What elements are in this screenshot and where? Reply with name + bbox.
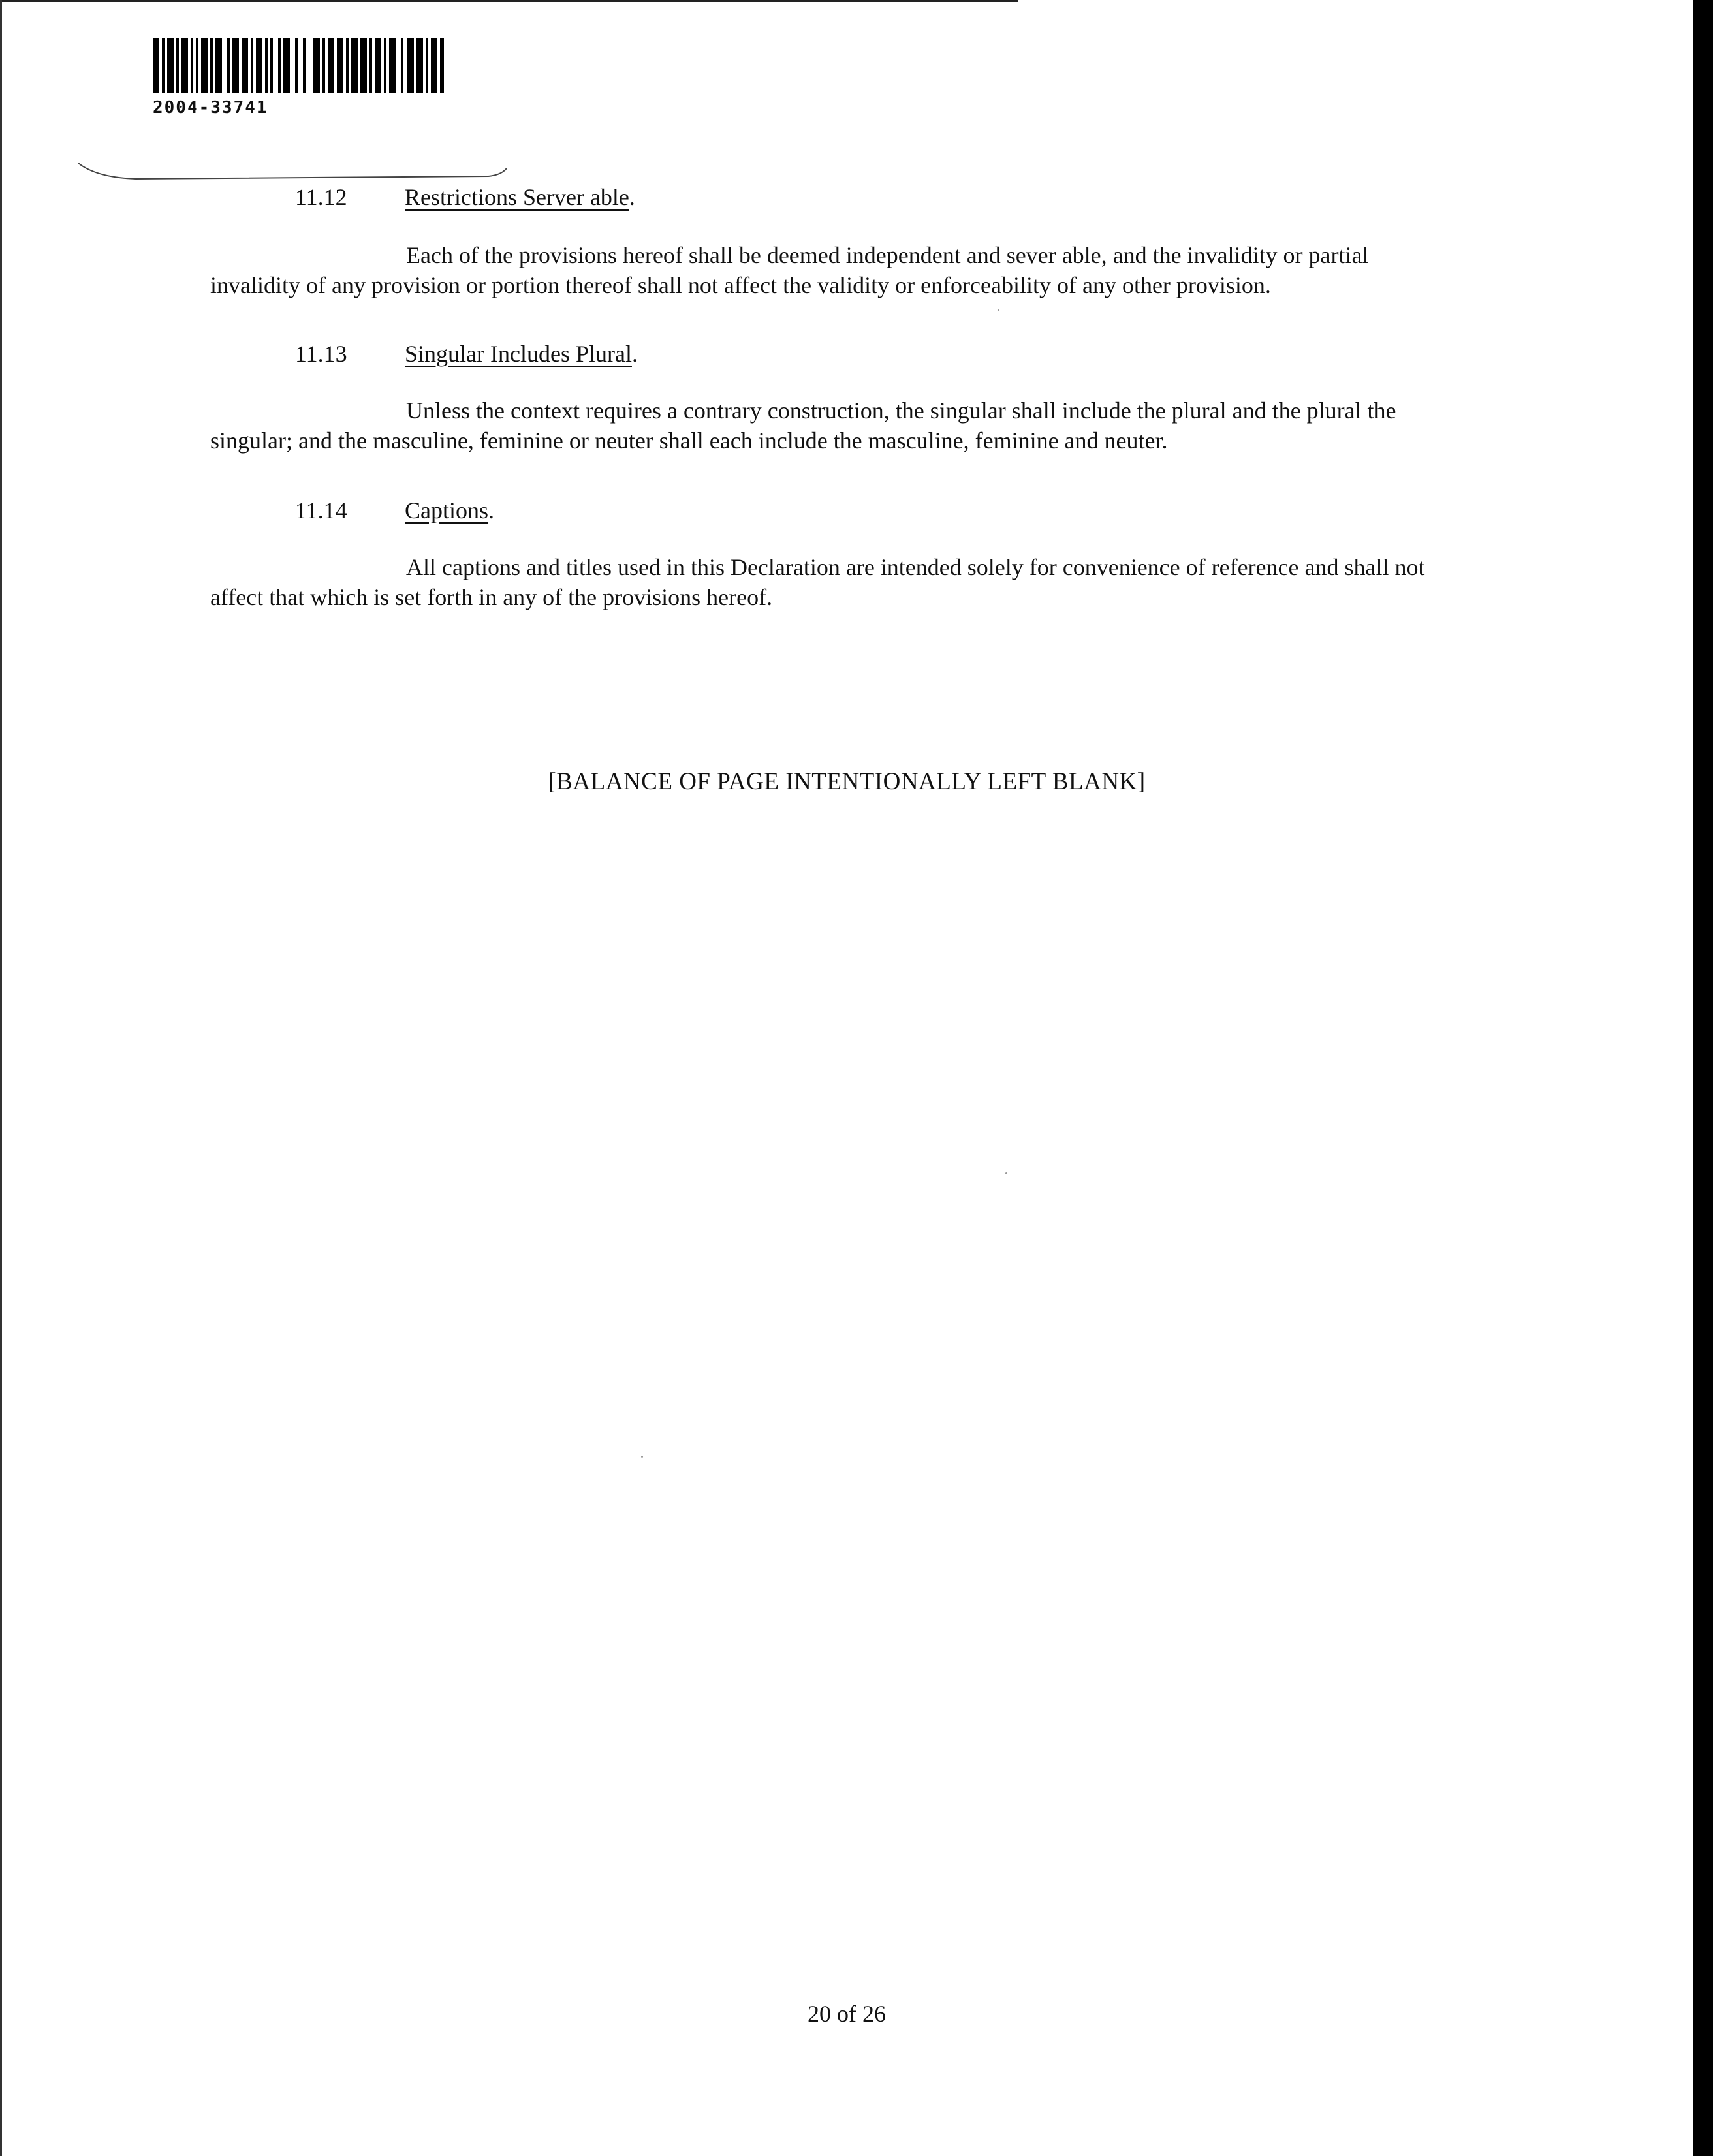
- section-number: 11.13: [295, 341, 347, 367]
- scan-edge-right: [1693, 0, 1713, 2156]
- scan-speck: [641, 1456, 643, 1458]
- paragraph-line: Each of the provisions hereof shall be deemed independent and sever able, and the invalidity or partial: [406, 242, 1369, 268]
- section-paragraph-11-14: [210, 552, 1490, 612]
- section-title-text: Singular Includes Plural: [405, 341, 632, 367]
- scan-edge-left: [0, 0, 2, 2156]
- section-title: [405, 497, 494, 523]
- section-paragraph-11-13: [210, 396, 1490, 456]
- section-title: [405, 184, 635, 210]
- page-number: 20 of 26: [808, 2001, 886, 2027]
- paragraph-line: All captions and titles used in this Declaration are intended solely for convenience of reference and shall not: [406, 554, 1425, 580]
- section-paragraph-11-12: [210, 240, 1490, 300]
- paragraph-line: affect that which is set forth in any of the provisions hereof.: [210, 584, 773, 610]
- scan-edge-top: [0, 0, 1018, 2]
- balance-of-page-note: [BALANCE OF PAGE INTENTIONALLY LEFT BLANK]: [548, 768, 1146, 795]
- section-title: [405, 341, 638, 367]
- section-number: 11.14: [295, 497, 347, 523]
- paragraph-line: singular; and the masculine, feminine or neuter shall each include the masculine, feminine and neuter.: [210, 428, 1168, 454]
- barcode-image: [153, 38, 444, 93]
- section-title-text: Captions: [405, 497, 489, 523]
- scan-speck: [998, 309, 999, 311]
- scan-speck: [1005, 1172, 1007, 1174]
- paragraph-line: Unless the context requires a contrary construction, the singular shall include the plural and the plural the: [406, 398, 1396, 424]
- section-title-suffix: .: [629, 184, 635, 210]
- section-title-suffix: .: [488, 497, 495, 523]
- section-title-suffix: .: [631, 341, 638, 367]
- section-title-text: Restrictions Server able: [405, 184, 629, 210]
- barcode-number: 2004-33741: [153, 98, 268, 117]
- paragraph-line: invalidity of any provision or portion thereof shall not affect the validity or enforceability of any other provision.: [210, 272, 1271, 298]
- section-number: 11.12: [295, 184, 347, 210]
- scan-artifact-line: [77, 159, 508, 185]
